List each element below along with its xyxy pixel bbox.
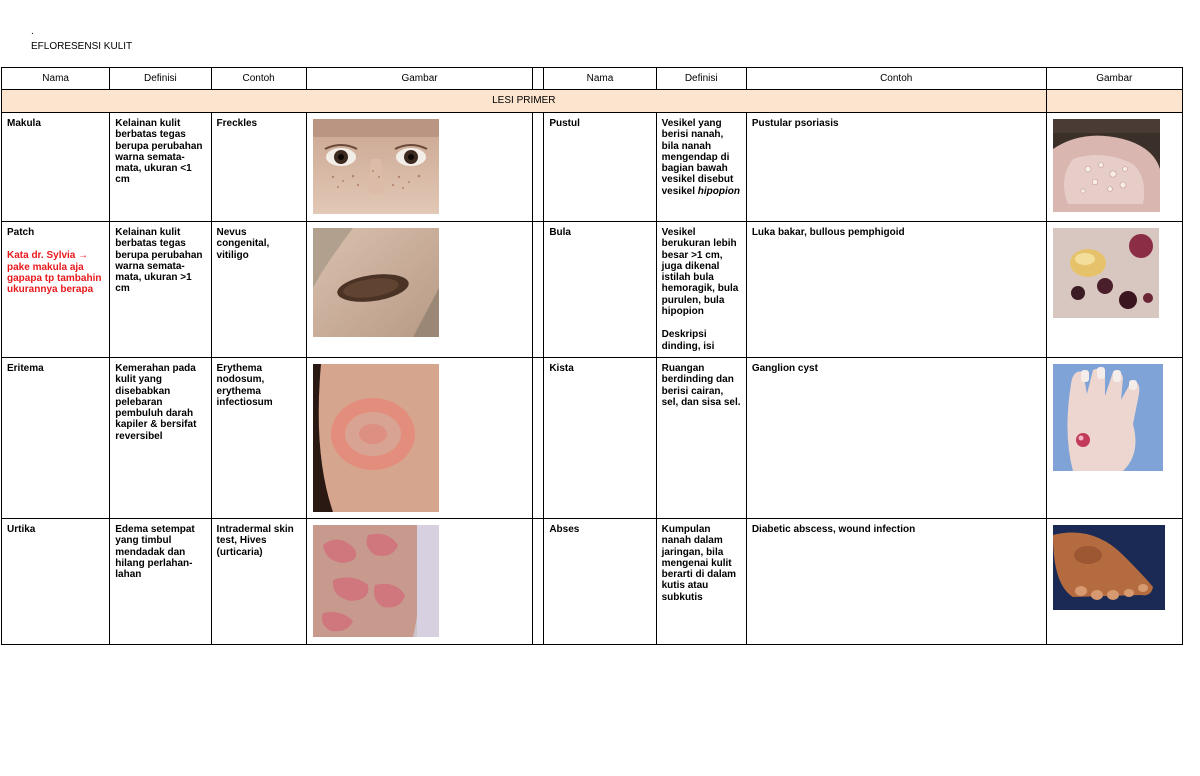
efloresensi-table bbox=[1, 67, 1183, 645]
header-nama-right: Nama bbox=[544, 68, 656, 90]
ganglion-cyst-photo bbox=[1053, 364, 1176, 471]
definisi-cell: Kelainan kulit berbatas tegas berupa perubahan warna semata-mata, ukuran >1 cm bbox=[110, 222, 211, 358]
contoh-cell: Pustular psoriasis bbox=[746, 113, 1046, 222]
contoh-cell: Diabetic abscess, wound infection bbox=[746, 518, 1046, 644]
nama-text: Patch bbox=[7, 227, 35, 238]
nama-cell: Kista bbox=[544, 357, 656, 518]
contoh-cell: Intradermal skin test, Hives (urticaria) bbox=[211, 518, 306, 644]
separator-cell bbox=[533, 518, 544, 644]
definisi-cell: Ruangan berdinding dan berisi cairan, sel, dan sisa sel. bbox=[656, 357, 746, 518]
definisi-cell: Kumpulan nanah dalam jaringan, bila mengenai kulit berarti di dalam kutis atau subkutis bbox=[656, 518, 746, 644]
document-title: EFLORESENSI KULIT bbox=[31, 41, 133, 52]
congenital-nevus-photo bbox=[313, 228, 527, 337]
table-row bbox=[2, 357, 1183, 518]
table-row bbox=[2, 222, 1183, 358]
nama-cell: Pustul bbox=[544, 113, 656, 222]
gambar-cell bbox=[306, 357, 533, 518]
definisi-cell bbox=[656, 113, 746, 222]
note-text: Kata dr. Sylvia → pake makula aja gapapa tp tambahin ukurannya berapa bbox=[7, 250, 102, 296]
definisi-extra-text: Deskripsi dinding, isi bbox=[661, 329, 715, 352]
section-title: LESI PRIMER bbox=[2, 90, 1047, 113]
header-nama-left: Nama bbox=[2, 68, 110, 90]
definisi-cell: Kemerahan pada kulit yang disebabkan pelebaran pembuluh darah kapiler & bersifat reversibel bbox=[110, 357, 211, 518]
gambar-cell bbox=[306, 113, 533, 222]
nama-cell: Bula bbox=[544, 222, 656, 358]
separator-cell bbox=[533, 222, 544, 358]
gambar-cell bbox=[1046, 113, 1182, 222]
pustular-psoriasis-photo bbox=[1053, 119, 1176, 212]
separator-cell bbox=[533, 113, 544, 222]
freckles-face-photo bbox=[313, 119, 527, 214]
nama-cell: Urtika bbox=[2, 518, 110, 644]
erythema-photo bbox=[313, 364, 527, 512]
header-definisi-left: Definisi bbox=[110, 68, 211, 90]
contoh-cell: Ganglion cyst bbox=[746, 357, 1046, 518]
section-blank-cell bbox=[1046, 90, 1182, 113]
definisi-text: Vesikel berukuran lebih besar >1 cm, juga dikenal istilah bula hemoragik, bula purulen, bula hipopion bbox=[661, 227, 739, 318]
header-contoh-right: Contoh bbox=[746, 68, 1046, 90]
nama-cell: Abses bbox=[544, 518, 656, 644]
urticaria-photo bbox=[313, 525, 527, 637]
contoh-cell: Erythema nodosum, erythema infectiosum bbox=[211, 357, 306, 518]
gambar-cell bbox=[1046, 357, 1182, 518]
header-gambar-left: Gambar bbox=[306, 68, 533, 90]
table-row bbox=[2, 113, 1183, 222]
abscess-foot-photo bbox=[1053, 525, 1176, 610]
nama-cell: Eritema bbox=[2, 357, 110, 518]
document-dot: . bbox=[31, 26, 34, 37]
gambar-cell bbox=[306, 518, 533, 644]
table-row bbox=[2, 518, 1183, 644]
header-contoh-left: Contoh bbox=[211, 68, 306, 90]
gambar-cell bbox=[1046, 222, 1182, 358]
header-row bbox=[2, 68, 1183, 90]
separator-cell bbox=[533, 68, 544, 90]
nama-cell bbox=[2, 222, 110, 358]
separator-cell bbox=[533, 357, 544, 518]
contoh-cell: Luka bakar, bullous pemphigoid bbox=[746, 222, 1046, 358]
definisi-emphasis: hipopion bbox=[697, 185, 740, 197]
nama-cell: Makula bbox=[2, 113, 110, 222]
contoh-cell: Nevus congenital, vitiligo bbox=[211, 222, 306, 358]
definisi-cell bbox=[656, 222, 746, 358]
definisi-cell: Edema setempat yang timbul mendadak dan hilang perlahan-lahan bbox=[110, 518, 211, 644]
contoh-cell: Freckles bbox=[211, 113, 306, 222]
definisi-text: Vesikel yang berisi nanah, bila nanah mengendap di bagian bawah vesikel disebut vesikel bbox=[661, 118, 734, 197]
gambar-cell bbox=[1046, 518, 1182, 644]
header-gambar-right: Gambar bbox=[1046, 68, 1182, 90]
header-definisi-right: Definisi bbox=[656, 68, 746, 90]
section-row bbox=[2, 90, 1183, 113]
bullae-photo bbox=[1053, 228, 1176, 318]
gambar-cell bbox=[306, 222, 533, 358]
definisi-cell: Kelainan kulit berbatas tegas berupa perubahan warna semata-mata, ukuran <1 cm bbox=[110, 113, 211, 222]
